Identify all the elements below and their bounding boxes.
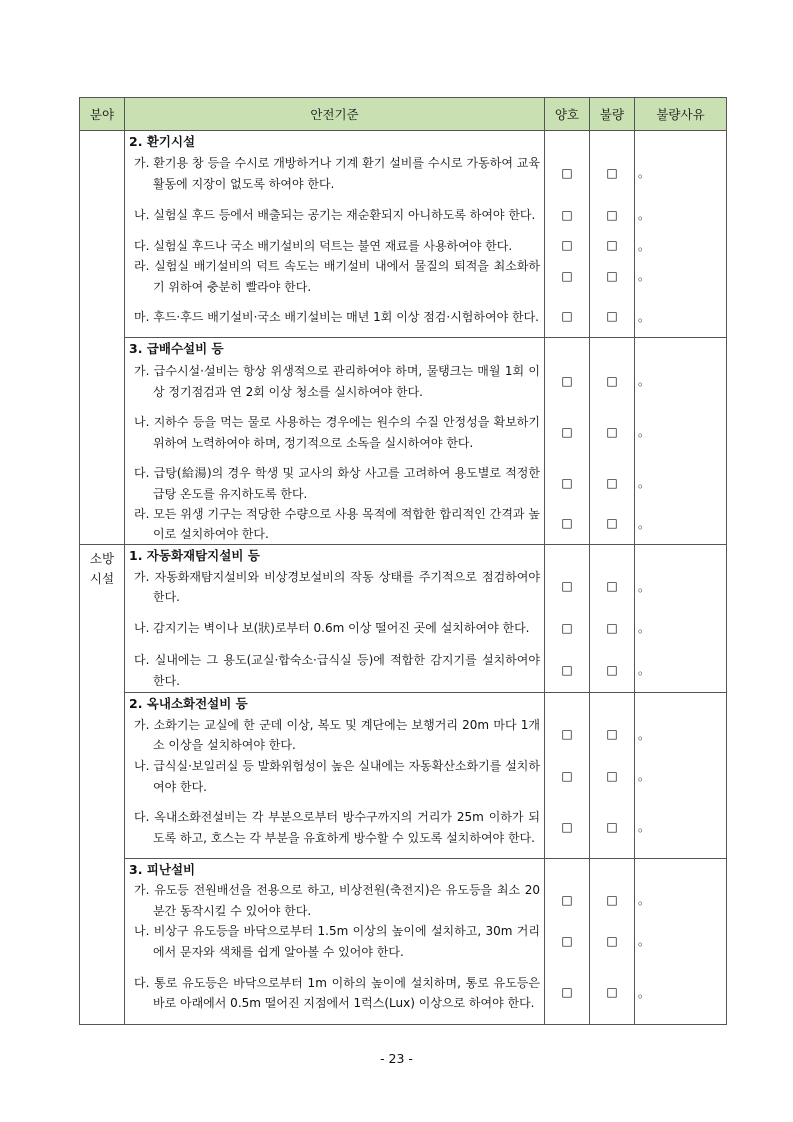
criterion-item [125, 361, 544, 402]
good-checkbox-column [545, 131, 590, 338]
criterion-text: 가. 급수시설·설비는 항상 위생적으로 관리하여야 하며, 물탱크는 매월 1회 이상 정기점검과 연 2회 이상 청소를 실시하여야 한다. [134, 364, 540, 399]
standard-cell [125, 859, 545, 1025]
reason-field-grid [635, 545, 726, 691]
good-checkbox-column [545, 338, 590, 545]
criterion-text: 나. 급식실·보일러실 등 발화위험성이 높은 실내에는 자동확산소화기를 설치하여야 한다. [134, 759, 540, 794]
header-standard: 안전기준 [125, 98, 545, 131]
criterion-item [125, 566, 544, 608]
section-title: 3. 급배수설비 등 [129, 341, 224, 356]
bad-checkbox-5[interactable]: □ [606, 309, 618, 323]
title-spacer [590, 859, 634, 879]
section-title: 3. 피난설비 [129, 862, 196, 877]
reason-field-3[interactable]: 。 [638, 663, 651, 677]
reason-field-grid [635, 859, 726, 1023]
good-checkbox-3[interactable]: □ [561, 662, 573, 677]
criterion-item [125, 797, 544, 858]
good-checkbox-2[interactable]: □ [561, 207, 573, 222]
reason-field-1[interactable]: 。 [638, 727, 651, 742]
good-checkbox-3[interactable]: □ [561, 819, 573, 834]
bad-checkbox-3[interactable]: □ [606, 985, 618, 999]
criterion-text: 다. 실내에는 그 용도(교실·합숙소·급식실 등)에 적합한 감지기를 설치하여야 한다. [134, 653, 540, 688]
good-checkbox-1[interactable]: □ [561, 373, 573, 388]
title-spacer [545, 131, 589, 151]
good-checkbox-3[interactable]: □ [561, 238, 573, 252]
criterion-text: 나. 비상구 유도등을 바닥으로부터 1.5m 이상의 높이에 설치하고, 30m 거리에서 문자와 색채를 쉽게 알아볼 수 있어야 한다. [134, 924, 540, 959]
criterion-item [125, 195, 544, 236]
title-spacer [545, 545, 589, 565]
reason-field-column [635, 545, 727, 693]
header-bad: 불량 [590, 98, 635, 131]
bad-checkbox-2[interactable]: □ [606, 620, 618, 635]
header-good: 양호 [545, 98, 590, 131]
criterion-item [125, 880, 544, 921]
criterion-item [125, 236, 544, 256]
criterion-item [125, 962, 544, 1024]
good-checkbox-4[interactable]: □ [561, 516, 573, 530]
criterion-text: 가. 소화기는 교실에 한 군데 이상, 복도 및 계단에는 보행거리 20m 마다 1개소 이상을 설치하여야 한다. [134, 717, 540, 752]
criterion-text: 다. 급탕(給湯)의 경우 학생 및 교사의 화상 사고를 고려하여 용도별로 적정한 급탕 온도를 유지하도록 한다. [134, 466, 540, 501]
bad-checkbox-3[interactable]: □ [606, 662, 618, 677]
good-checkbox-grid [545, 859, 589, 1023]
area-cell-fire [80, 545, 125, 1025]
reason-field-5[interactable]: 。 [638, 309, 651, 324]
bad-checkbox-column [590, 131, 635, 338]
bad-checkbox-3[interactable]: □ [606, 475, 618, 490]
section-row [80, 545, 727, 693]
section-row [80, 859, 727, 1025]
reason-field-2[interactable]: 。 [638, 769, 651, 783]
reason-field-2[interactable]: 。 [638, 208, 651, 222]
criterion-text: 라. 모든 위생 기구는 적당한 수량으로 사용 목적에 적합한 합리적인 간격과 높이로 설치하여야 한다. [134, 506, 540, 541]
standard-cell [125, 338, 545, 545]
bad-checkbox-2[interactable]: □ [606, 768, 618, 783]
reason-field-1[interactable]: 。 [638, 374, 651, 388]
title-spacer [635, 545, 726, 565]
title-spacer [635, 693, 726, 713]
criterion-text: 다. 실험실 후드나 국소 배기설비의 덕트는 불연 재료를 사용하여야 한다. [134, 238, 513, 253]
table-header-row [80, 98, 727, 131]
good-checkbox-2[interactable]: □ [561, 768, 573, 783]
title-spacer [635, 131, 726, 151]
criterion-text: 마. 후드·후드 배기설비·국소 배기설비는 매년 1회 이상 점검·시험하여야 한다. [134, 309, 539, 324]
good-checkbox-3[interactable]: □ [561, 475, 573, 490]
bad-checkbox-column [590, 545, 635, 693]
reason-field-2[interactable]: 。 [638, 934, 651, 948]
good-checkbox-2[interactable]: □ [561, 424, 573, 439]
reason-field-column [635, 693, 727, 859]
title-spacer [545, 859, 589, 879]
criterion-text: 나. 감지기는 벽이나 보(狀)로부터 0.6m 이상 떨어진 곳에 설치하여야 한다. [134, 621, 530, 636]
header-area: 분야 [80, 98, 125, 131]
standard-cell [125, 131, 545, 338]
good-checkbox-1[interactable]: □ [561, 165, 573, 180]
good-checkbox-5[interactable]: □ [561, 309, 573, 323]
reason-field-4[interactable]: 。 [638, 269, 651, 283]
criterion-text: 다. 통로 유도등은 바닥으로부터 1m 이하의 높이에 설치하며, 통로 유도등은 바로 아래에서 0.5m 떨어진 지점에서 1럭스(Lux) 이상으로 하여야 한다. [134, 975, 540, 1010]
reason-field-2[interactable]: 。 [638, 425, 651, 439]
good-checkbox-2[interactable]: □ [561, 620, 573, 635]
bad-checkbox-grid [590, 338, 634, 543]
page-number: - 23 - [380, 1051, 413, 1066]
reason-field-column [635, 338, 727, 545]
bad-checkbox-grid [590, 859, 634, 1023]
reason-field-1[interactable]: 。 [638, 579, 651, 594]
criterion-text: 다. 옥내소화전설비는 각 부분으로부터 방수구까지의 거리가 25m 이하가 되도록 하고, 호스는 각 부분을 유효하게 방수할 수 있도록 설치하여야 한다. [134, 810, 540, 845]
criterion-item [125, 152, 544, 195]
safety-checklist-table [79, 97, 727, 1025]
bad-checkbox-grid [590, 545, 634, 691]
header-reason: 불량사유 [635, 98, 727, 131]
criterion-text: 나. 지하수 등을 먹는 물로 사용하는 경우에는 원수의 수질 안정성을 확보하기 위하여 노력하여야 하며, 정기적으로 소독을 실시하여야 한다. [134, 415, 540, 450]
bad-checkbox-grid [590, 693, 634, 857]
good-checkbox-1[interactable]: □ [561, 892, 573, 907]
bad-checkbox-2[interactable]: □ [606, 207, 618, 222]
bad-checkbox-1[interactable]: □ [606, 727, 618, 741]
section-title: 2. 옥내소화전설비 등 [129, 696, 248, 711]
title-spacer [635, 859, 726, 879]
title-spacer [590, 131, 634, 151]
criterion-item [125, 402, 544, 463]
good-checkbox-column [545, 693, 590, 859]
reason-field-1[interactable]: 。 [638, 166, 651, 180]
section-row [80, 693, 727, 859]
reason-field-3[interactable]: 。 [638, 985, 651, 1000]
area-label: 소방 시설 [89, 551, 115, 586]
good-checkbox-3[interactable]: □ [561, 985, 573, 999]
criterion-text: 가. 유도등 전원배선을 전용으로 하고, 비상전원(축전지)은 유도등을 최소 20분간 동작시킬 수 있어야 한다. [134, 883, 540, 918]
criterion-item [125, 504, 544, 544]
reason-field-column [635, 859, 727, 1025]
criterion-item [125, 649, 544, 692]
criterion-item [125, 921, 544, 962]
criterion-text: 나. 실험실 후드 등에서 배출되는 공기는 재순환되지 아니하도록 하여야 한다. [134, 208, 536, 223]
title-spacer [545, 338, 589, 360]
title-spacer [590, 693, 634, 713]
reason-field-3[interactable]: 。 [638, 820, 651, 834]
criterion-item [125, 756, 544, 797]
criterion-text: 가. 환기용 창 등을 수시로 개방하거나 기계 환기 설비를 수시로 가동하여 교육활동에 지장이 없도록 하여야 한다. [134, 156, 540, 191]
reason-field-grid [635, 131, 726, 336]
criterion-item [125, 297, 544, 337]
good-checkbox-grid [545, 693, 589, 857]
reason-field-3[interactable]: 。 [638, 476, 651, 490]
reason-field-3[interactable]: 。 [638, 238, 651, 253]
bad-checkbox-4[interactable]: □ [606, 516, 618, 530]
section-row [80, 131, 727, 338]
bad-checkbox-1[interactable]: □ [606, 165, 618, 180]
bad-checkbox-2[interactable]: □ [606, 424, 618, 439]
reason-field-1[interactable]: 。 [638, 893, 651, 907]
criterion-text: 가. 자동화재탐지설비와 비상경보설비의 작동 상태를 주기적으로 점검하여야 한다. [134, 569, 540, 604]
bad-checkbox-3[interactable]: □ [606, 819, 618, 834]
title-spacer [590, 338, 634, 360]
section-title: 1. 자동화재탐지설비 등 [129, 548, 260, 563]
bad-checkbox-column [590, 693, 635, 859]
bad-checkbox-grid [590, 131, 634, 336]
criterion-item [125, 608, 544, 649]
good-checkbox-4[interactable]: □ [561, 268, 573, 283]
good-checkbox-column [545, 545, 590, 693]
good-checkbox-column [545, 859, 590, 1025]
section-row [80, 338, 727, 545]
reason-field-2[interactable]: 。 [638, 621, 651, 635]
bad-checkbox-column [590, 338, 635, 545]
bad-checkbox-column [590, 859, 635, 1025]
reason-field-4[interactable]: 。 [638, 516, 651, 531]
good-checkbox-1[interactable]: □ [561, 579, 573, 593]
standard-cell [125, 545, 545, 693]
criterion-item [125, 463, 544, 504]
good-checkbox-grid [545, 131, 589, 336]
bad-checkbox-2[interactable]: □ [606, 933, 618, 948]
reason-field-grid [635, 693, 726, 857]
bad-checkbox-1[interactable]: □ [606, 892, 618, 907]
title-spacer [635, 338, 726, 360]
bad-checkbox-1[interactable]: □ [606, 579, 618, 593]
bad-checkbox-1[interactable]: □ [606, 373, 618, 388]
good-checkbox-grid [545, 338, 589, 543]
good-checkbox-2[interactable]: □ [561, 933, 573, 948]
section-title: 2. 환기시설 [129, 134, 196, 149]
reason-field-column [635, 131, 727, 338]
title-spacer [590, 545, 634, 565]
good-checkbox-1[interactable]: □ [561, 727, 573, 741]
criterion-item [125, 714, 544, 756]
good-checkbox-grid [545, 545, 589, 691]
area-cell-blank [80, 131, 125, 545]
reason-field-grid [635, 338, 726, 543]
bad-checkbox-4[interactable]: □ [606, 268, 618, 283]
bad-checkbox-3[interactable]: □ [606, 238, 618, 252]
criterion-text: 라. 실험실 배기설비의 덕트 속도는 배기설비 내에서 물질의 퇴적을 최소화하기 위하여 충분히 빨라야 한다. [134, 259, 540, 294]
checklist-body [80, 131, 727, 1025]
standard-cell [125, 693, 545, 859]
title-spacer [545, 693, 589, 713]
criterion-item [125, 256, 544, 297]
